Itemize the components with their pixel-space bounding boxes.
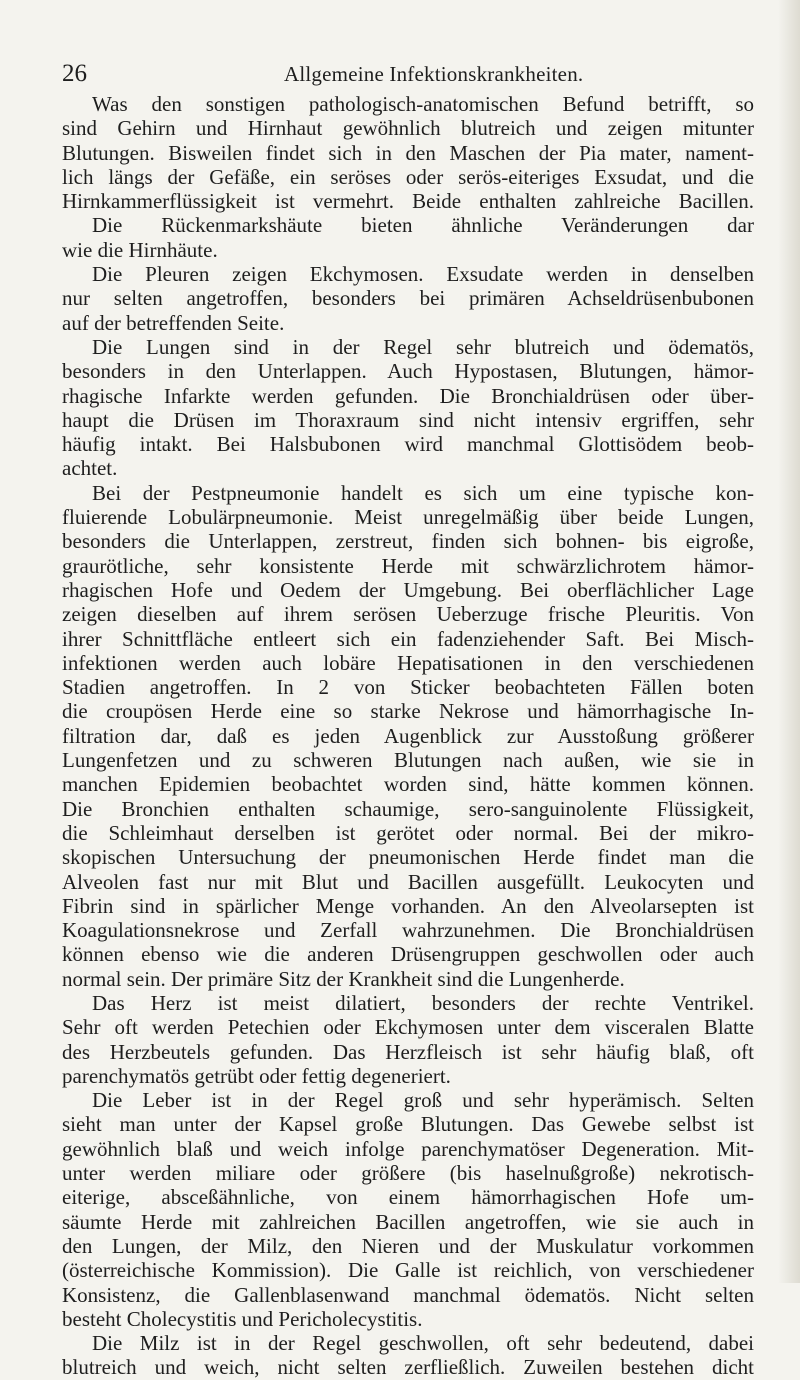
text-line: auf der betreffenden Seite. [62, 310, 285, 335]
text-line: (österreichische Kommission). Die Galle ist reichlich, von verschiedener [62, 1258, 754, 1283]
text-line: sieht man unter der Kapsel große Blutungen. Das Gewebe selbst ist [62, 1112, 754, 1137]
page-edge-shadow [778, 0, 800, 1283]
text-line: blutreich und weich, nicht selten zerfließlich. Zuweilen bestehen dicht [62, 1355, 754, 1380]
text-line: Koagulationsnekrose und Zerfall wahrzunehmen. Die Bronchialdrüsen [62, 918, 754, 943]
text-line: Alveolen fast nur mit Blut und Bacillen ausgefüllt. Leukocyten und [62, 869, 754, 894]
text-line: Die Milz ist in der Regel geschwollen, oft sehr bedeutend, dabei [92, 1331, 754, 1356]
text-line: haupt die Drüsen im Thoraxraum sind nicht intensiv ergriffen, sehr [62, 407, 754, 432]
text-line: Fibrin sind in spärlicher Menge vorhanden. An den Alveolarsepten ist [62, 893, 754, 918]
text-line: können ebenso wie die anderen Drüsengruppen geschwollen oder auch [62, 942, 754, 967]
text-line: besteht Cholecystitis und Pericholecystitis. [62, 1306, 423, 1331]
text-line: infektionen werden auch lobäre Hepatisationen in den verschiedenen [62, 650, 754, 675]
text-line: wie die Hirnhäute. [62, 237, 218, 262]
text-line: Die Pleuren zeigen Ekchymosen. Exsudate werden in denselben [92, 262, 754, 287]
text-line: Was den sonstigen pathologisch-anatomischen Befund betrifft, so [92, 92, 754, 116]
text-line: säumte Herde mit zahlreichen Bacillen angetroffen, wie sie auch in [62, 1209, 754, 1234]
text-line: die croupösen Herde eine so starke Nekrose und hämorrhagische In- [62, 699, 754, 724]
text-line: besonders die Unterlappen, zerstreut, finden sich bohnen- bis eigroße, [62, 529, 754, 554]
text-line: skopischen Untersuchung der pneumonischen Herde findet man die [62, 845, 754, 870]
text-line: Das Herz ist meist dilatiert, besonders der rechte Ventrikel. [92, 990, 754, 1015]
text-line: rhagischen Hofe und Oedem der Umgebung. Bei oberflächlicher Lage [62, 577, 754, 602]
text-line: Die Leber ist in der Regel groß und sehr hyperämisch. Selten [92, 1088, 754, 1113]
text-line: Blutungen. Bisweilen findet sich in den Maschen der Pia mater, nament- [62, 140, 754, 165]
text-line: Die Lungen sind in der Regel sehr blutreich und ödematös, [92, 334, 754, 359]
page-number: 26 [62, 60, 87, 87]
body-text [62, 92, 754, 1380]
text-line: häufig intakt. Bei Halsbubonen wird manchmal Glottisödem beob- [62, 432, 754, 457]
text-line: Konsistenz, die Gallenblasenwand manchmal ödematös. Nicht selten [62, 1282, 754, 1307]
text-line: unter werden miliare oder größere (bis haselnußgroße) nekrotisch- [62, 1161, 754, 1186]
text-line: des Herzbeutels gefunden. Das Herzfleisch ist sehr häufig blaß, oft [62, 1039, 754, 1064]
text-line: normal sein. Der primäre Sitz der Krankheit sind die Lungenherde. [62, 966, 625, 991]
text-line: fluierende Lobulärpneumonie. Meist unregelmäßig über beide Lungen, [62, 505, 754, 530]
running-head: Allgemeine Infektionskrankheiten. [284, 62, 584, 86]
text-line: zeigen dieselben auf ihrem serösen Ueberzuge frische Pleuritis. Von [62, 602, 754, 627]
text-line: sind Gehirn und Hirnhaut gewöhnlich blutreich und zeigen mitunter [62, 116, 754, 141]
text-line: Stadien angetroffen. In 2 von Sticker beobachteten Fällen boten [62, 675, 754, 700]
text-line: eiterige, absceßähnliche, von einem hämorrhagischen Hofe um- [62, 1185, 754, 1210]
text-line: lich längs der Gefäße, ein seröses oder serös-eiteriges Exsudat, und die [62, 164, 754, 189]
text-line: Lungenfetzen und zu schweren Blutungen nach außen, wie sie in [62, 748, 754, 773]
text-line: besonders in den Unterlappen. Auch Hypostasen, Blutungen, hämor- [62, 359, 754, 384]
text-line: Bei der Pestpneumonie handelt es sich um eine typische kon- [92, 480, 754, 505]
text-line: graurötliche, sehr konsistente Herde mit schwärzlichrotem hämor- [62, 553, 754, 578]
text-line: die Schleimhaut derselben ist gerötet oder normal. Bei der mikro- [62, 820, 754, 845]
text-line: den Lungen, der Milz, den Nieren und der Muskulatur vorkommen [62, 1233, 754, 1258]
text-line: parenchymatös getrübt oder fettig degeneriert. [62, 1063, 451, 1088]
text-line: filtration dar, daß es jeden Augenblick zur Ausstoßung größerer [62, 723, 754, 748]
text-line: manchen Epidemien beobachtet worden sind, hätte kommen können. [62, 772, 754, 797]
text-line: rhagische Infarkte werden gefunden. Die Bronchialdrüsen oder über- [62, 383, 754, 408]
page-header [62, 60, 762, 90]
text-line: gewöhnlich blaß und weich infolge parenchymatöser Degeneration. Mit- [62, 1136, 754, 1161]
text-line: nur selten angetroffen, besonders bei primären Achseldrüsenbubonen [62, 286, 754, 311]
text-line: ihrer Schnittfläche entleert sich ein fadenziehender Saft. Bei Misch- [62, 626, 754, 651]
text-line: Hirnkammerflüssigkeit ist vermehrt. Beide enthalten zahlreiche Bacillen. [62, 189, 754, 214]
text-line: Sehr oft werden Petechien oder Ekchymosen unter dem visceralen Blatte [62, 1015, 754, 1040]
text-line: Die Rückenmarkshäute bieten ähnliche Veränderungen dar [92, 213, 754, 238]
text-line: Die Bronchien enthalten schaumige, sero-sanguinolente Flüssigkeit, [62, 796, 754, 821]
text-line: achtet. [62, 456, 118, 481]
